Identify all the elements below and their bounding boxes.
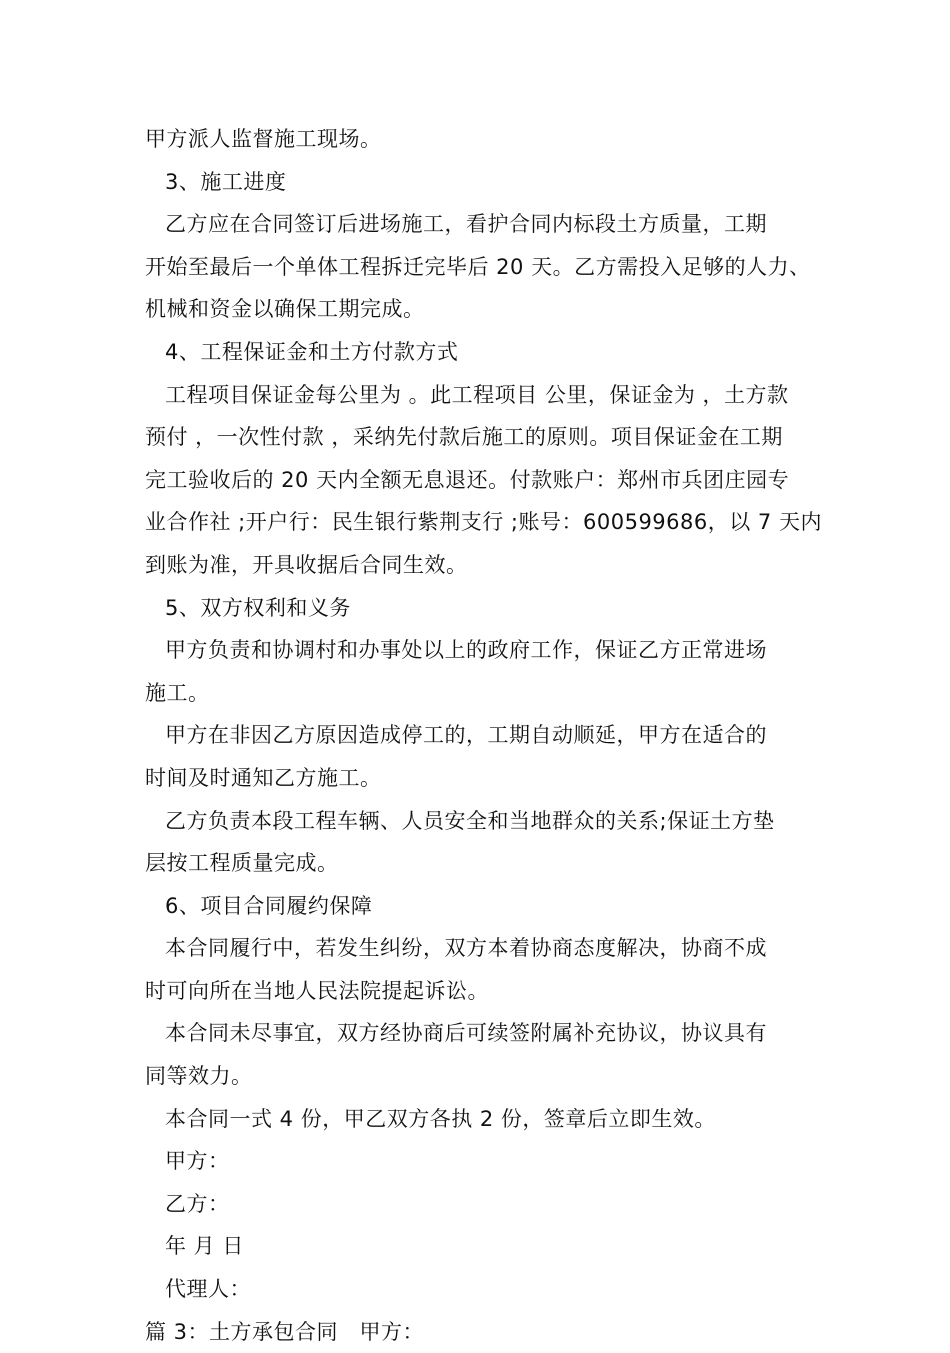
signature-line: 甲方： xyxy=(165,1149,230,1174)
signature-line: 年 月 日 xyxy=(165,1234,244,1259)
section-heading: 4、工程保证金和土方付款方式 xyxy=(165,339,459,364)
paragraph-line: 本合同履行中，若发生纠纷，双方本着协商态度解决，协商不成 xyxy=(165,936,767,961)
signature-line: 乙方： xyxy=(165,1191,230,1216)
next-section-title: 篇 3：土方承包合同 甲方： xyxy=(145,1319,425,1344)
paragraph-line: 时间及时通知乙方施工。 xyxy=(145,765,382,790)
paragraph-line: 乙方应在合同签订后进场施工，看护合同内标段土方质量，工期 xyxy=(165,212,767,237)
paragraph-line: 机械和资金以确保工期完成。 xyxy=(145,297,425,322)
paragraph-line: 同等效力。 xyxy=(145,1064,253,1089)
paragraph-line: 层按工程质量完成。 xyxy=(145,851,339,876)
paragraph-line: 开始至最后一个单体工程拆迁完毕后 20 天。乙方需投入足够的人力、 xyxy=(145,254,811,279)
signature-line: 代理人： xyxy=(165,1277,251,1302)
paragraph-line: 乙方负责本段工程车辆、人员安全和当地群众的关系;保证土方垫 xyxy=(165,808,775,833)
paragraph-line: 甲方负责和协调村和办事处以上的政府工作，保证乙方正常进场 xyxy=(165,638,767,663)
section-heading: 5、双方权利和义务 xyxy=(165,595,351,620)
paragraph-line: 完工验收后的 20 天内全额无息退还。付款账户：郑州市兵团庄园专 xyxy=(145,467,790,492)
paragraph-line: 预付 ，一次性付款 ，采纳先付款后施工的原则。项目保证金在工期 xyxy=(145,425,783,450)
paragraph-line: 到账为准，开具收据后合同生效。 xyxy=(145,552,468,577)
paragraph-line: 甲方派人监督施工现场。 xyxy=(145,127,382,151)
paragraph-line: 工程项目保证金每公里为 。此工程项目 公里，保证金为 ，土方款 xyxy=(165,382,789,407)
paragraph-line: 本合同一式 4 份，甲乙双方各执 2 份，签章后立即生效。 xyxy=(165,1106,716,1131)
section-heading: 6、项目合同履约保障 xyxy=(165,893,373,918)
paragraph-line: 时可向所在当地人民法院提起诉讼。 xyxy=(145,978,489,1003)
paragraph-line: 业合作社 ;开户行：民生银行紫荆支行 ;账号：600599686，以 7 天内 xyxy=(145,510,822,535)
document-body xyxy=(145,118,825,1353)
paragraph-line: 甲方在非因乙方原因造成停工的，工期自动顺延，甲方在适合的 xyxy=(165,723,767,748)
paragraph-line: 施工。 xyxy=(145,680,210,705)
section-heading: 3、施工进度 xyxy=(165,169,287,194)
paragraph-line: 本合同未尽事宜，双方经协商后可续签附属补充协议，协议具有 xyxy=(165,1021,767,1046)
